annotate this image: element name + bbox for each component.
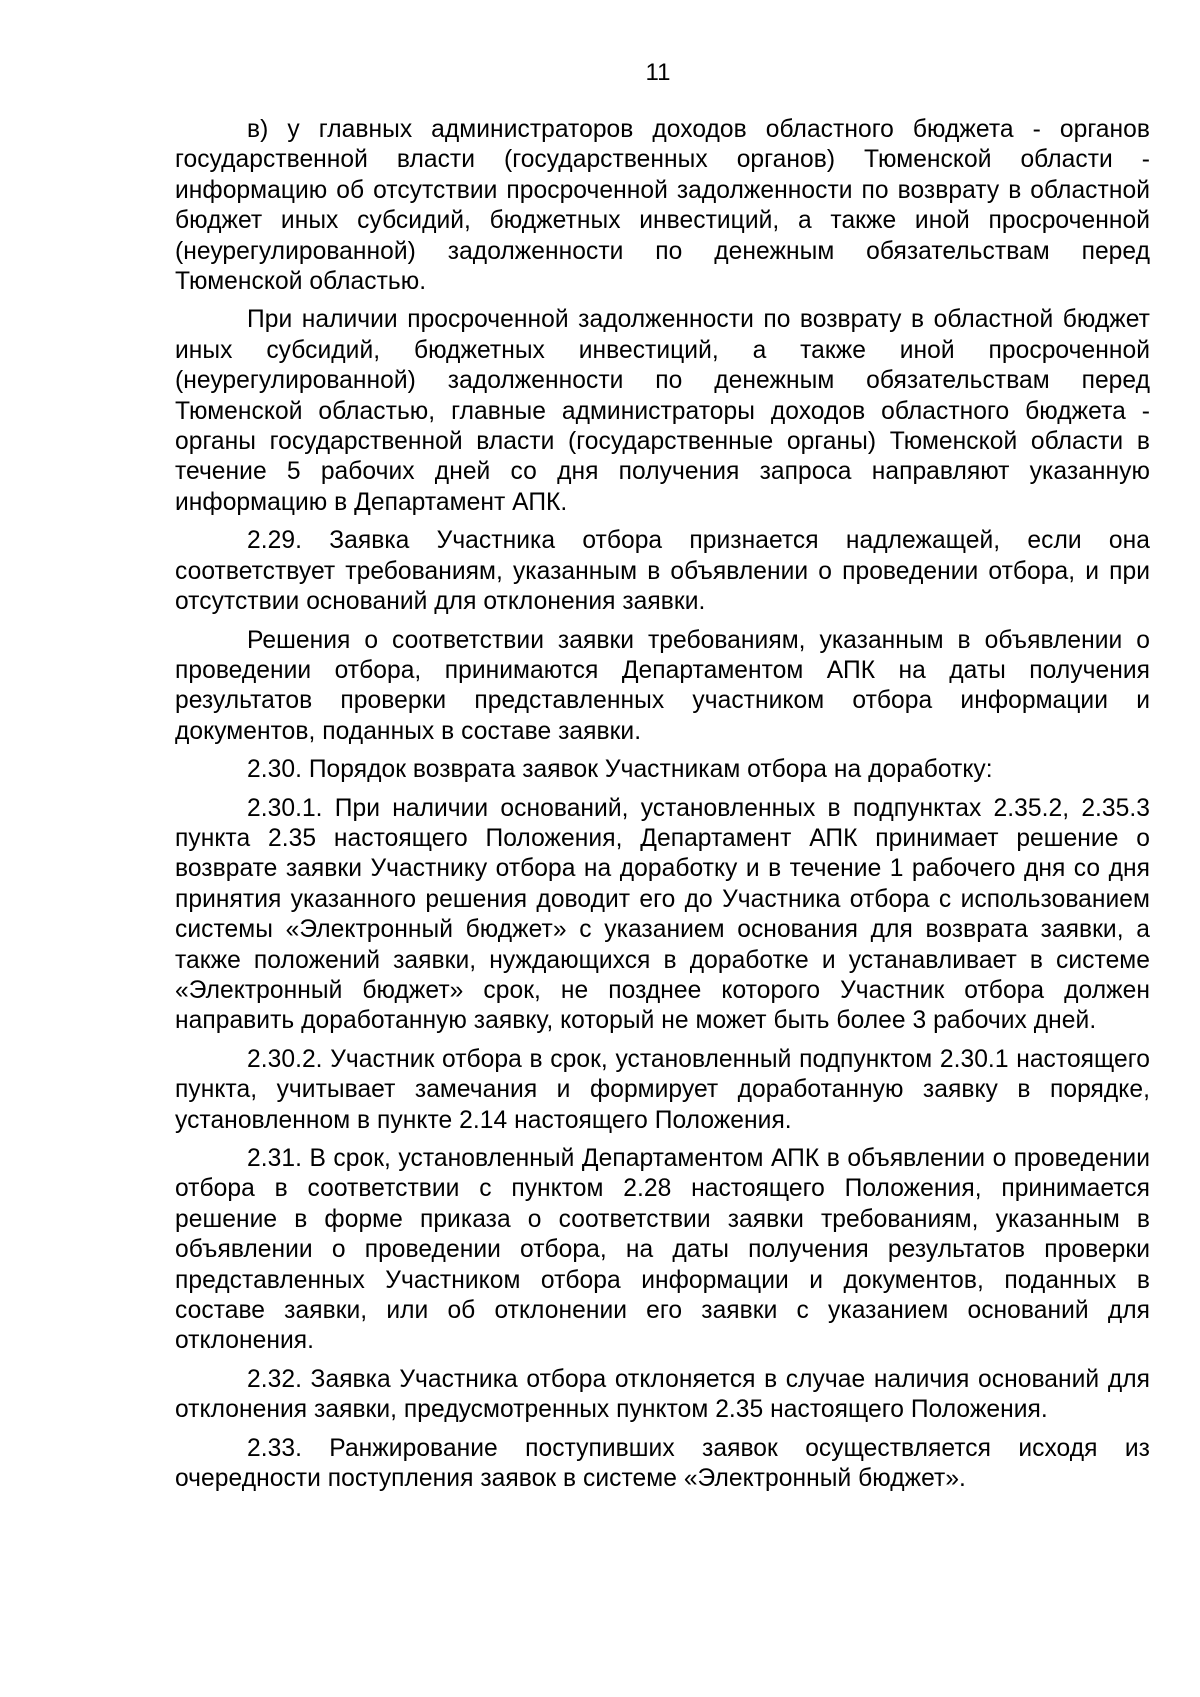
page-number: 11 — [645, 59, 671, 86]
paragraph-2-30-2: 2.30.2. Участник отбора в срок, установленный подпунктом 2.30.1 настоящего пункта, учитывает замечания и формирует доработанную заявку в порядке, установленном в пункте 2.14 настоящего Положения. — [175, 1045, 1150, 1134]
paragraph-2-33: 2.33. Ранжирование поступивших заявок осуществляется исходя из очередности поступления заявок в системе «Электронный бюджет». — [175, 1434, 1150, 1493]
paragraph-2-31: 2.31. В срок, установленный Департаментом АПК в объявлении о проведении отбора в соответствии с пунктом 2.28 настоящего Положения, принимается решение в форме приказа о соответствии заявки требованиям, указанным в объявлении о проведении отбора, на даты получения результатов проверки представленных Участником отбора информации и документов, поданных в составе заявки, или об отклонении его заявки с указанием оснований для отклонения. — [175, 1145, 1150, 1355]
paragraph-2-30: 2.30. Порядок возврата заявок Участникам отбора на доработку: — [247, 756, 993, 784]
document-body — [175, 115, 1150, 1502]
paragraph-2-32: 2.32. Заявка Участника отбора отклоняется в случае наличия оснований для отклонения заявки, предусмотренных пунктом 2.35 настоящего Положения. — [175, 1365, 1150, 1424]
paragraph-2-29: 2.29. Заявка Участника отбора признается надлежащей, если она соответствует требованиям, указанным в объявлении о проведении отбора, и при отсутствии оснований для отклонения заявки. — [175, 527, 1150, 616]
paragraph-overdue-debt: При наличии просроченной задолженности по возврату в областной бюджет иных субсидий, бюджетных инвестиций, а также иной просроченной (неурегулированной) задолженности по денежным обязательствам перед Тюменской областью, главные администраторы доходов областного бюджета - органы государственной власти (государственные органы) Тюменской области в течение 5 рабочих дней со дня получения запроса направляют указанную информацию в Департамент АПК. — [175, 306, 1150, 516]
paragraph-v-info-request: в) у главных администраторов доходов областного бюджета - органов государственной власти (государственных органов) Тюменской области - информацию об отсутствии просроченной задолженности по возврату в областной бюджет иных субсидий, бюджетных инвестиций, а также иной просроченной (неурегулированной) задолженности по денежным обязательствам перед Тюменской областью. — [175, 116, 1150, 296]
paragraph-decisions: Решения о соответствии заявки требованиям, указанным в объявлении о проведении отбора, принимаются Департаментом АПК на даты получения результатов проверки представленных участником отбора информации и документов, поданных в составе заявки. — [175, 626, 1150, 745]
paragraph-2-30-1: 2.30.1. При наличии оснований, установленных в подпунктах 2.35.2, 2.35.3 пункта 2.35 настоящего Положения, Департамент АПК принимает решение о возврате заявки Участнику отбора на доработку и в течение 1 рабочего дня со дня принятия указанного решения доводит его до Участника отбора с использованием системы «Электронный бюджет» с указанием основания для возврата заявки, а также положений заявки, нуждающихся в доработке и устанавливает в системе «Электронный бюджет» срок, не позднее которого Участник отбора должен направить доработанную заявку, который не может быть более 3 рабочих дней. — [175, 794, 1150, 1035]
